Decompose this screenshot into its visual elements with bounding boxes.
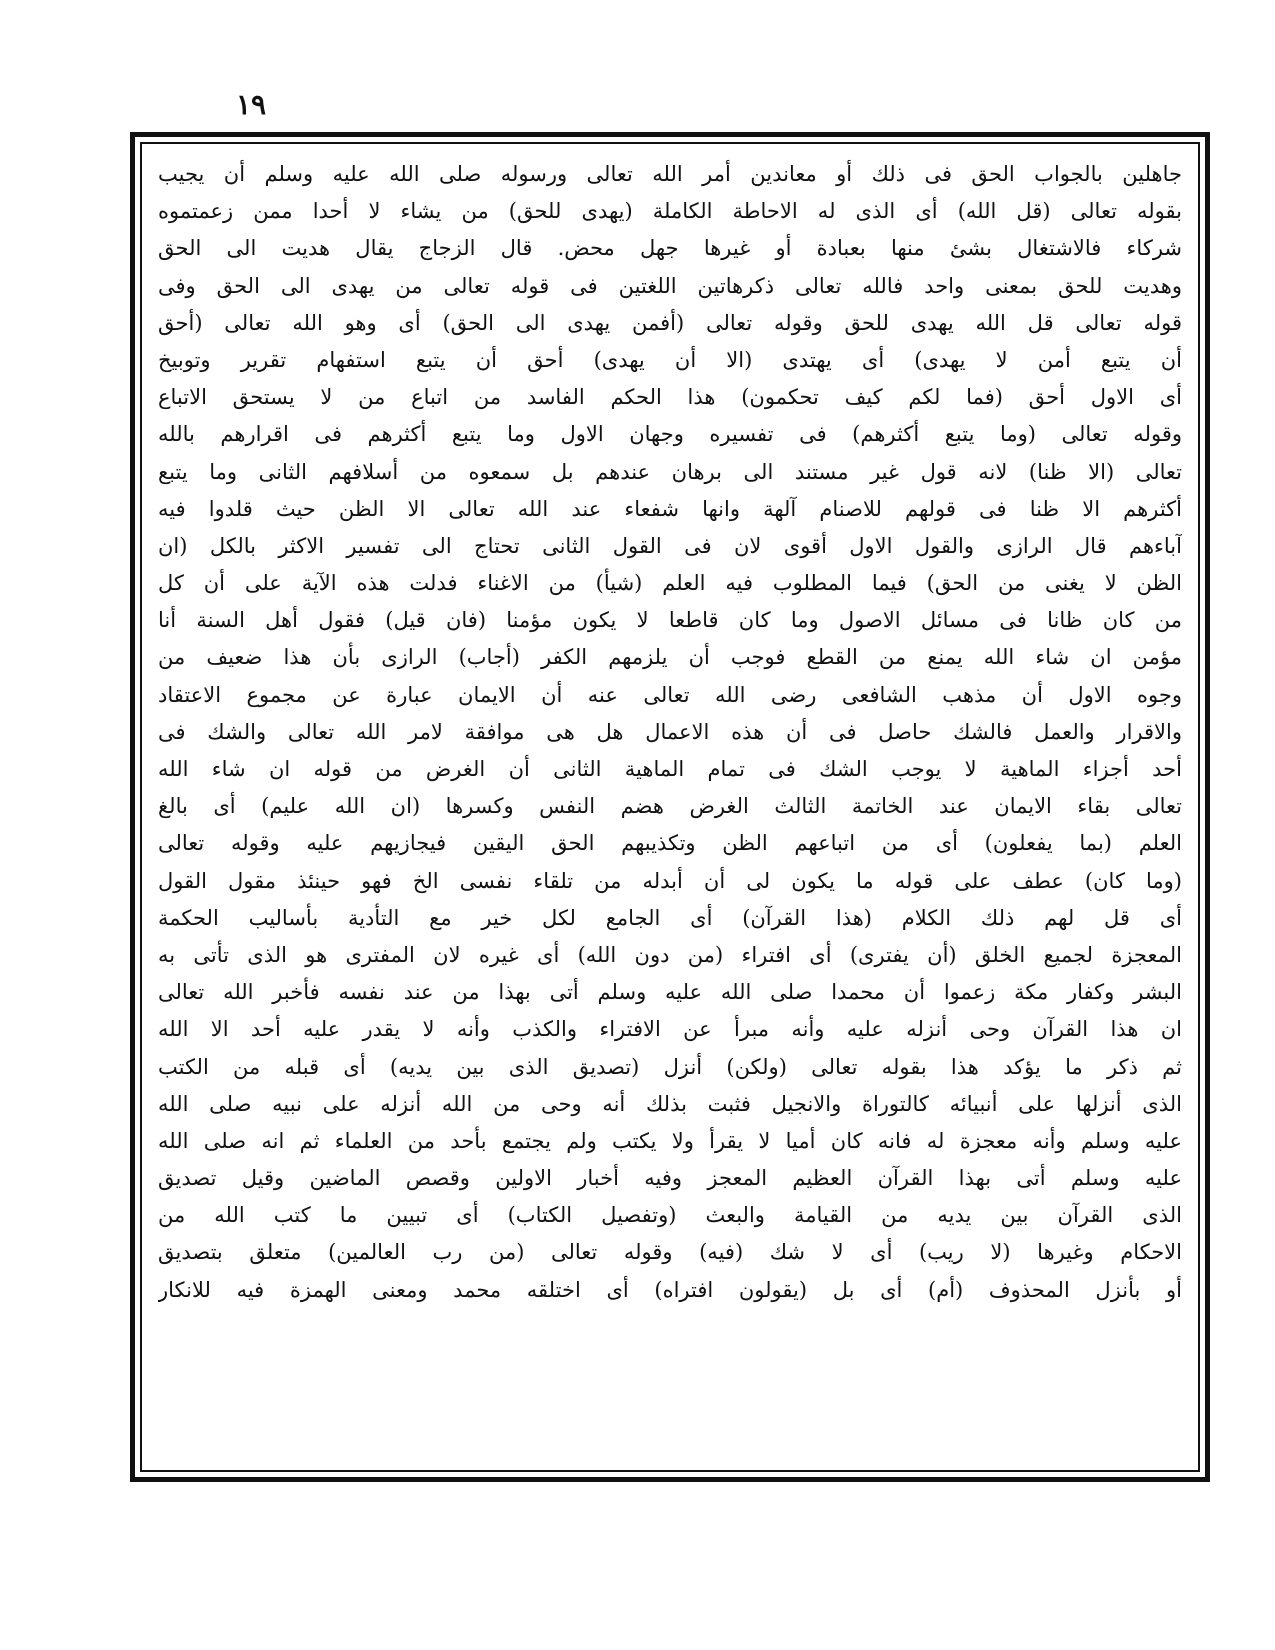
page-number: ١٩	[236, 88, 267, 121]
text-line: تعالى (الا ظنا) لانه قول غير مستند الى برهان عندهم بل سمعوه من أسلافهم الثانى وما يتبع	[158, 459, 1182, 484]
text-line: بقوله تعالى (قل الله) أى الذى له الاحاطة الكاملة (يهدى للحق) من يشاء لا أحدا ممن زعمتموه	[158, 199, 1182, 224]
text-line: الذى القرآن بين يديه من القيامة والبعث (وتفصيل الكتاب) أى تبيين ما كتب الله من	[158, 1203, 1182, 1228]
text-line: الذى أنزلها على أنبيائه كالتوراة والانجيل فثبت بذلك أنه وحى من الله أنزله على نبيه صلى الله	[158, 1091, 1182, 1116]
text-line: الاحكام وغيرها (لا ريب) أى لا شك (فيه) وقوله تعالى (من رب العالمين) متعلق بتصديق	[158, 1240, 1182, 1265]
text-line: آباءهم قال الرازى والقول الاول أقوى لان فى القول الثانى تحتاج الى تفسير الاكثر بالكل (ان	[158, 533, 1182, 558]
text-line: قوله تعالى قل الله يهدى للحق وقوله تعالى (أفمن يهدى الى الحق) أى وهو الله تعالى (أحق	[158, 310, 1182, 335]
text-line: من كان ظانا فى مسائل الاصول وما كان قاطعا لا يكون مؤمنا (فان قيل) فقول أهل السنة أنا	[158, 608, 1182, 633]
text-line: تعالى بقاء الايمان عند الخاتمة الثالث الغرض هضم النفس وكسرها (ان الله عليم) أى بالغ	[158, 794, 1182, 819]
text-line: وقوله تعالى (وما يتبع أكثرهم) فى تفسيره وجهان الاول وما يتبع أكثرهم فى اقرارهم بالله	[158, 422, 1182, 447]
text-line: عليه وسلم وأنه معجزة له فانه كان أميا لا يقرأ ولا يكتب ولم يجتمع بأحد من العلماء ثم انه صلى الله	[158, 1128, 1182, 1153]
text-line: أحد أجزاء الماهية لا يوجب الشك فى تمام الماهية الثانى أن الغرض من قوله ان شاء الله	[158, 757, 1182, 781]
text-line: والاقرار والعمل فالشك حاصل فى أن هذه الاعمال هل هى موافقة لامر الله تعالى والشك فى	[158, 719, 1182, 744]
text-line: مؤمن ان شاء الله يمنع من القطع فوجب أن يلزمهم الكفر (أجاب) الرازى بأن هذا ضعيف من	[158, 645, 1182, 670]
text-line: عليه وسلم أتى بهذا القرآن العظيم المعجز وفيه أخبار الاولين وقصص الماضين وقيل تصديق	[158, 1166, 1182, 1191]
text-line: أكثرهم الا ظنا فى قولهم للاصنام آلهة وانها شفعاء عند الله تعالى الا الظن حيث قلدوا فيه	[158, 496, 1182, 521]
text-line: وجوه الاول أن مذهب الشافعى رضى الله تعالى عنه أن الايمان عبارة عن مجموع الاعتقاد	[158, 682, 1182, 707]
text-line: الظن لا يغنى من الحق) فيما المطلوب فيه العلم (شيأ) من الاغناء فدلت هذه الآية على أن كل	[158, 571, 1182, 596]
text-block	[140, 142, 1200, 1472]
text-line: أو بأنزل المحذوف (أم) أى بل (يقولون افتراه) أى اختلقه محمد ومعنى الهمزة فيه للانكار	[158, 1277, 1182, 1302]
text-line: أى الاول أحق (فما لكم كيف تحكمون) هذا الحكم الفاسد من اتباع من لا يستحق الاتباع	[158, 385, 1182, 410]
text-line: ان هذا القرآن وحى أنزله عليه وأنه مبرأ عن الافتراء والكذب وأنه لا يقدر عليه أحد الا الله	[158, 1017, 1182, 1042]
text-line: المعجزة لجميع الخلق (أن يفترى) أى افتراء (من دون الله) أى غيره لان المفترى هو الذى تأتى به	[158, 942, 1182, 967]
text-line: العلم (بما يفعلون) أى من اتباعهم الظن وتكذيبهم الحق اليقين فيجازيهم عليه وقوله تعالى	[158, 831, 1182, 856]
text-line: ثم ذكر ما يؤكد هذا بقوله تعالى (ولكن) أنزل (تصديق الذى بين يديه) أى قبله من الكتب	[158, 1054, 1182, 1079]
text-line: (وما كان) عطف على قوله ما يكون لى أن أبدله من تلقاء نفسى الخ فهو حينئذ مقول القول	[158, 868, 1182, 893]
text-line: أن يتبع أمن لا يهدى) أى يهتدى (الا أن يهدى) أحق أن يتبع استفهام تقرير وتوبيخ	[158, 347, 1182, 372]
text-line: شركاء فالاشتغال بشئ منها بعبادة أو غيرها جهل محض. قال الزجاج يقال هديت الى الحق	[158, 236, 1182, 261]
text-line: أى قل لهم ذلك الكلام (هذا القرآن) أى الجامع لكل خير مع التأدية بأساليب الحكمة	[158, 905, 1182, 930]
text-line: وهديت للحق بمعنى واحد فالله تعالى ذكرهاتين اللغتين فى قوله تعالى من يهدى الى الحق وفى	[158, 273, 1182, 298]
text-line: جاهلين بالجواب الحق فى ذلك أو معاندين أمر الله تعالى ورسوله صلى الله عليه وسلم أن يجيب	[158, 162, 1182, 186]
text-line: البشر وكفار مكة زعموا أن محمدا صلى الله عليه وسلم أتى بهذا من عند نفسه فأخبر الله تعالى	[158, 980, 1182, 1005]
